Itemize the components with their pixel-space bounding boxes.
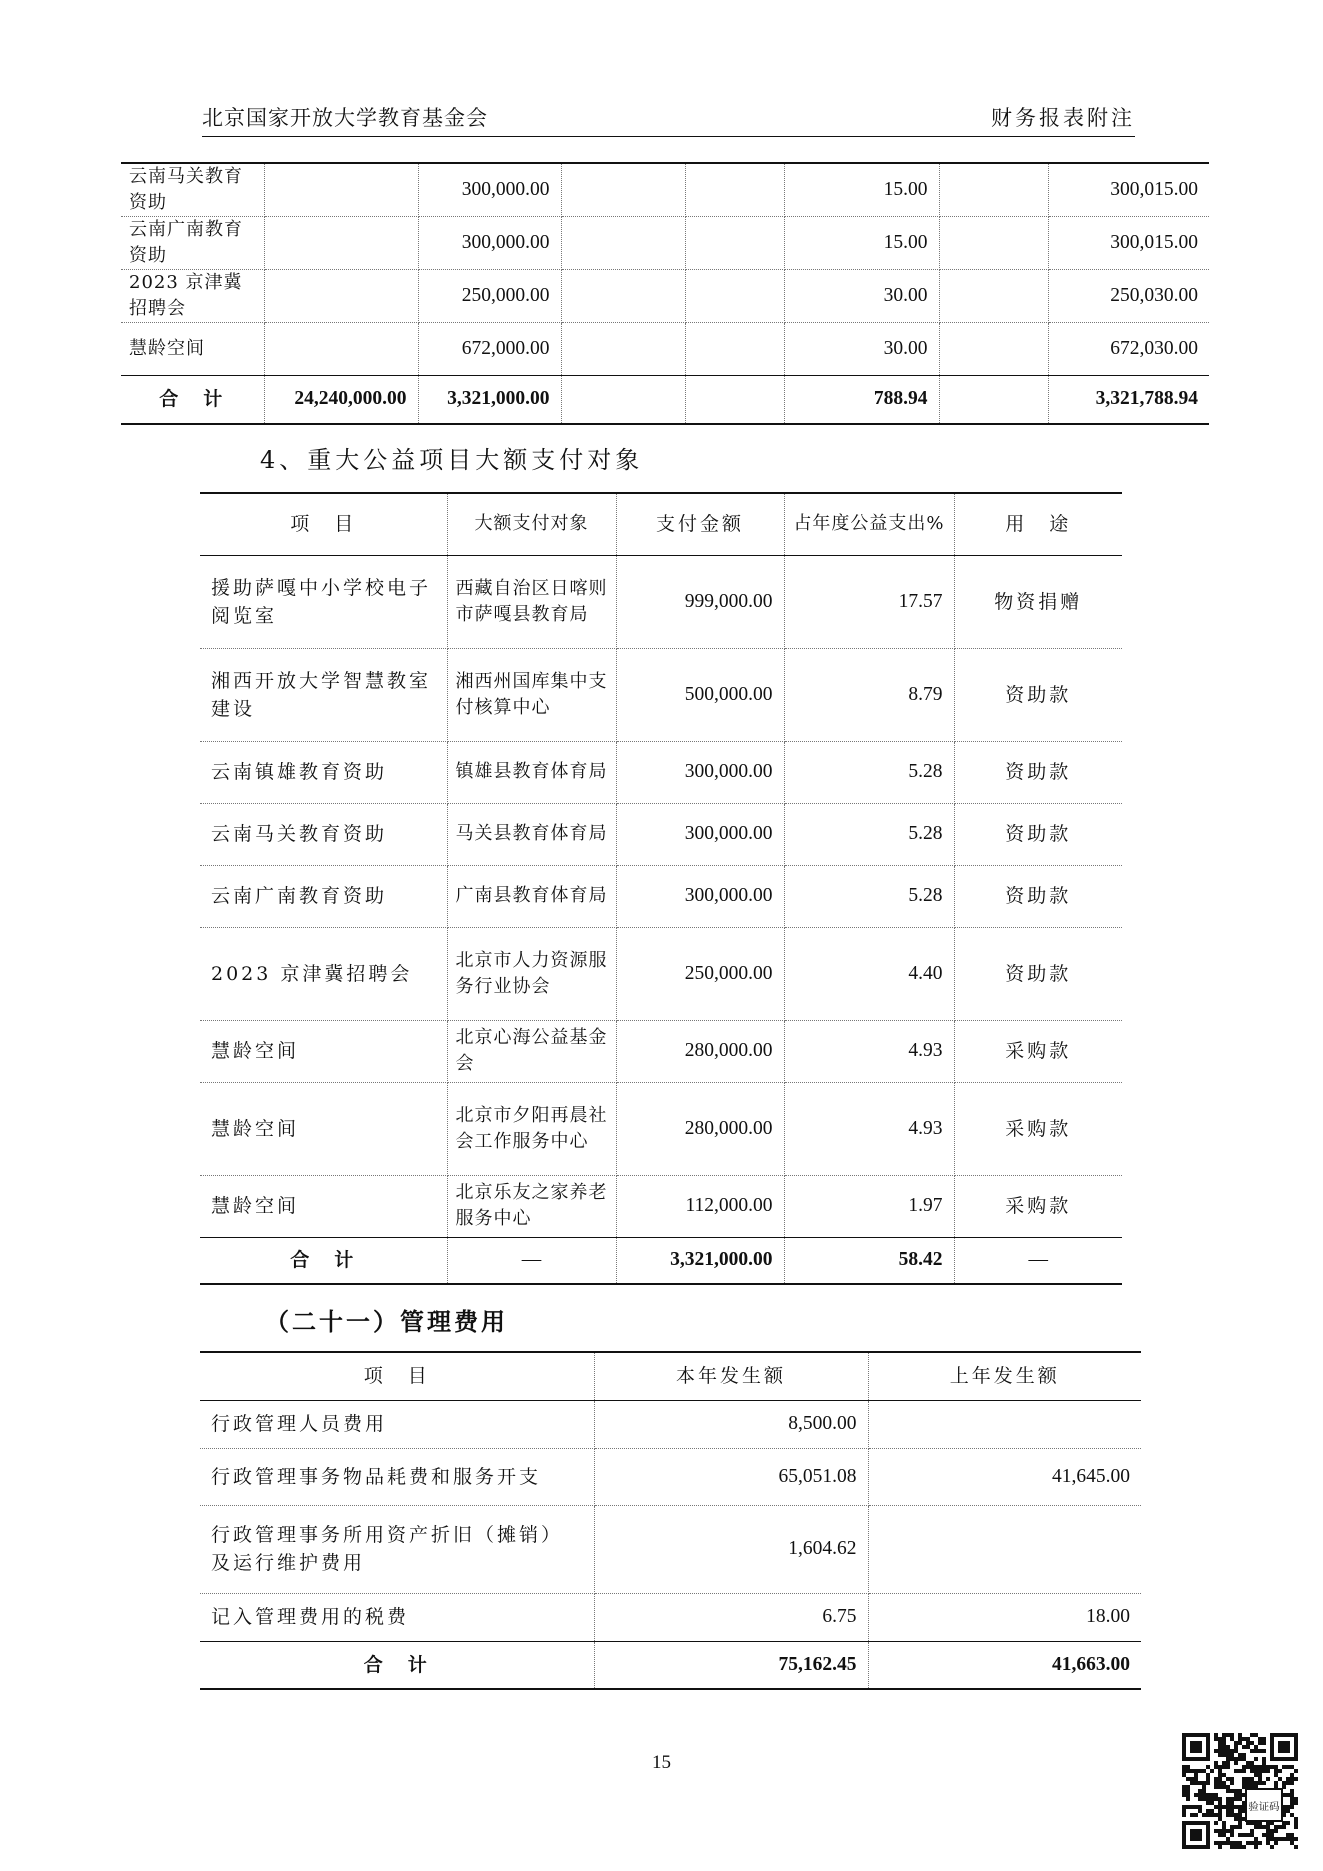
cell [939, 163, 1048, 217]
cell: 672,030.00 [1048, 323, 1209, 376]
cell-pct: 5.28 [784, 741, 954, 803]
table-total-row [200, 1237, 1122, 1284]
col-header-previous: 上年发生额 [868, 1352, 1141, 1400]
cell-name: 云南广南教育资助 [121, 217, 264, 270]
cell-use: 资助款 [954, 741, 1122, 803]
cell: 250,000.00 [418, 270, 561, 323]
cell-item: 行政管理事务所用资产折旧（摊销）及运行维护费用 [200, 1505, 594, 1593]
col-header-amount: 支付金额 [616, 493, 784, 555]
header-org: 北京国家开放大学教育基金会 [202, 106, 488, 130]
cell [685, 270, 784, 323]
cell-payee: 镇雄县教育体育局 [447, 741, 616, 803]
table-row [200, 648, 1122, 741]
cell-pct: 8.79 [784, 648, 954, 741]
table-row [200, 1175, 1122, 1237]
table-total-row [121, 376, 1209, 424]
cell [561, 323, 685, 376]
table-total-row [200, 1641, 1141, 1689]
cell-previous [868, 1505, 1141, 1593]
cell-previous: 18.00 [868, 1593, 1141, 1641]
cell: 3,321,000.00 [418, 376, 561, 424]
cell: 15.00 [784, 163, 939, 217]
cell-current: 8,500.00 [594, 1400, 868, 1448]
cell [685, 217, 784, 270]
table-project-income-continued [121, 162, 1209, 425]
section-heading: 4、重大公益项目大额支付对象 [260, 446, 644, 474]
cell-use: 物资捐赠 [954, 555, 1122, 648]
cell-pct: 4.93 [784, 1082, 954, 1175]
cell-previous [868, 1400, 1141, 1448]
table-row [200, 741, 1122, 803]
cell-payee: 北京市夕阳再晨社会工作服务中心 [447, 1082, 616, 1175]
table-management-expenses [200, 1351, 1141, 1690]
page-number: 15 [652, 1752, 671, 1773]
cell: 15.00 [784, 217, 939, 270]
cell-payee: 湘西州国库集中支付核算中心 [447, 648, 616, 741]
cell-payee: 北京心海公益基金会 [447, 1020, 616, 1082]
cell-amount: 250,000.00 [616, 927, 784, 1020]
cell: 672,000.00 [418, 323, 561, 376]
col-header-current: 本年发生额 [594, 1352, 868, 1400]
cell: 250,030.00 [1048, 270, 1209, 323]
table-row [200, 865, 1122, 927]
table-large-payees [200, 492, 1122, 1285]
cell-previous: 41,663.00 [868, 1641, 1141, 1689]
cell-amount: 500,000.00 [616, 648, 784, 741]
cell-amount: 300,000.00 [616, 741, 784, 803]
cell [561, 217, 685, 270]
cell-item: 行政管理人员费用 [200, 1400, 594, 1448]
section-heading: （二十一）管理费用 [265, 1307, 508, 1336]
cell-name: 慧龄空间 [121, 323, 264, 376]
cell-project: 援助萨嘎中小学校电子阅览室 [200, 555, 447, 648]
cell-project: 2023 京津冀招聘会 [200, 927, 447, 1020]
cell [685, 163, 784, 217]
cell [939, 270, 1048, 323]
cell-amount: 300,000.00 [616, 803, 784, 865]
cell: 30.00 [784, 270, 939, 323]
cell-current: 75,162.45 [594, 1641, 868, 1689]
cell: 788.94 [784, 376, 939, 424]
table-row [121, 217, 1209, 270]
cell [561, 270, 685, 323]
cell [939, 217, 1048, 270]
cell [685, 376, 784, 424]
cell-amount: 3,321,000.00 [616, 1237, 784, 1284]
header-doc-title: 财务报表附注 [991, 106, 1135, 130]
cell-name: 2023 京津冀招聘会 [121, 270, 264, 323]
cell-payee: — [447, 1237, 616, 1284]
cell: 3,321,788.94 [1048, 376, 1209, 424]
table-row [200, 927, 1122, 1020]
table-header-row [200, 493, 1122, 555]
table-row [200, 1593, 1141, 1641]
cell-previous: 41,645.00 [868, 1448, 1141, 1505]
table-row [121, 163, 1209, 217]
cell-pct: 5.28 [784, 865, 954, 927]
qr-code-icon [1182, 1733, 1298, 1849]
cell-project: 湘西开放大学智慧教室建设 [200, 648, 447, 741]
cell-pct: 4.93 [784, 1020, 954, 1082]
header-rule [202, 136, 1135, 137]
cell-pct: 58.42 [784, 1237, 954, 1284]
cell-project: 慧龄空间 [200, 1082, 447, 1175]
total-label: 合 计 [200, 1641, 594, 1689]
cell-project: 慧龄空间 [200, 1175, 447, 1237]
cell-use: — [954, 1237, 1122, 1284]
cell-amount: 300,000.00 [616, 865, 784, 927]
cell [685, 323, 784, 376]
cell-project: 慧龄空间 [200, 1020, 447, 1082]
cell [561, 376, 685, 424]
cell-use: 采购款 [954, 1020, 1122, 1082]
total-label: 合 计 [121, 376, 264, 424]
cell-project: 云南镇雄教育资助 [200, 741, 447, 803]
cell [264, 270, 418, 323]
cell [561, 163, 685, 217]
cell-pct: 17.57 [784, 555, 954, 648]
cell-current: 6.75 [594, 1593, 868, 1641]
cell-payee: 西藏自治区日喀则市萨嘎县教育局 [447, 555, 616, 648]
cell-pct: 4.40 [784, 927, 954, 1020]
cell: 300,015.00 [1048, 163, 1209, 217]
total-label: 合 计 [200, 1237, 447, 1284]
table-row [200, 1505, 1141, 1593]
cell: 24,240,000.00 [264, 376, 418, 424]
cell-current: 65,051.08 [594, 1448, 868, 1505]
cell-pct: 1.97 [784, 1175, 954, 1237]
table-header-row [200, 1352, 1141, 1400]
cell-use: 资助款 [954, 927, 1122, 1020]
col-header-project: 项 目 [200, 493, 447, 555]
col-header-payee: 大额支付对象 [447, 493, 616, 555]
cell-use: 资助款 [954, 648, 1122, 741]
cell-payee: 广南县教育体育局 [447, 865, 616, 927]
cell-use: 采购款 [954, 1082, 1122, 1175]
cell-amount: 280,000.00 [616, 1020, 784, 1082]
cell-use: 资助款 [954, 865, 1122, 927]
cell-project: 云南马关教育资助 [200, 803, 447, 865]
cell [264, 323, 418, 376]
cell: 300,015.00 [1048, 217, 1209, 270]
cell [939, 376, 1048, 424]
table-row [200, 1448, 1141, 1505]
cell-payee: 北京乐友之家养老服务中心 [447, 1175, 616, 1237]
cell-use: 采购款 [954, 1175, 1122, 1237]
cell-payee: 马关县教育体育局 [447, 803, 616, 865]
cell-use: 资助款 [954, 803, 1122, 865]
cell-item: 行政管理事务物品耗费和服务开支 [200, 1448, 594, 1505]
cell: 300,000.00 [418, 163, 561, 217]
cell-current: 1,604.62 [594, 1505, 868, 1593]
cell-amount: 280,000.00 [616, 1082, 784, 1175]
cell: 30.00 [784, 323, 939, 376]
cell-amount: 112,000.00 [616, 1175, 784, 1237]
cell-name: 云南马关教育资助 [121, 163, 264, 217]
cell: 300,000.00 [418, 217, 561, 270]
table-row [200, 1082, 1122, 1175]
cell-item: 记入管理费用的税费 [200, 1593, 594, 1641]
table-row [200, 1400, 1141, 1448]
table-row [200, 803, 1122, 865]
cell [939, 323, 1048, 376]
cell-amount: 999,000.00 [616, 555, 784, 648]
qr-badge-label: 验证码 [1248, 1800, 1280, 1813]
table-row [200, 555, 1122, 648]
cell-pct: 5.28 [784, 803, 954, 865]
col-header-item: 项 目 [200, 1352, 594, 1400]
table-row [121, 270, 1209, 323]
cell-project: 云南广南教育资助 [200, 865, 447, 927]
table-row [121, 323, 1209, 376]
cell [264, 217, 418, 270]
col-header-use: 用 途 [954, 493, 1122, 555]
col-header-pct: 占年度公益支出% [784, 493, 954, 555]
cell-payee: 北京市人力资源服务行业协会 [447, 927, 616, 1020]
cell [264, 163, 418, 217]
table-row [200, 1020, 1122, 1082]
